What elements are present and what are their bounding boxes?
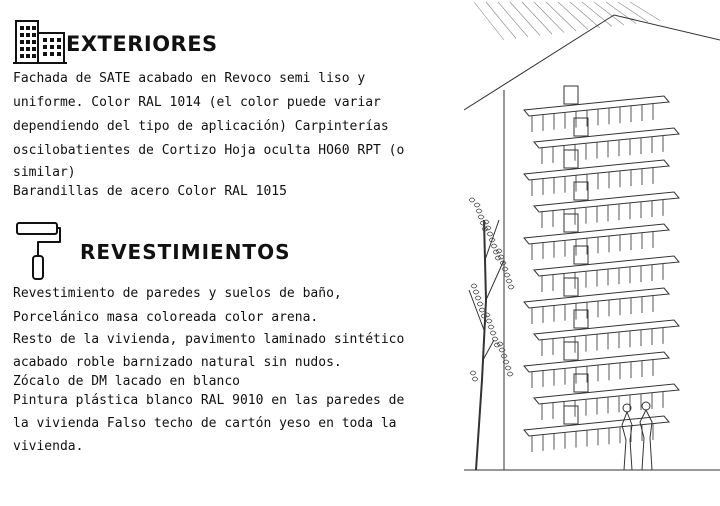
paint-roller-icon bbox=[14, 220, 62, 282]
exteriores-line-1: Fachada de SATE acabado en Revoco semi liso y bbox=[13, 71, 366, 86]
revestimientos-line-8: vivienda. bbox=[13, 439, 84, 454]
building-icon bbox=[13, 19, 67, 65]
exteriores-line-3: dependiendo del tipo de aplicación) Carpinterías bbox=[13, 119, 389, 134]
exteriores-line-6: Barandillas de acero Color RAL 1015 bbox=[13, 184, 287, 199]
building-sketch-illustration bbox=[464, 0, 720, 500]
revestimientos-title: REVESTIMIENTOS bbox=[80, 240, 291, 264]
exteriores-line-4: oscilobatientes de Cortizo Hoja oculta HO60 RPT (o bbox=[13, 143, 405, 158]
revestimientos-line-7: la vivienda Falso techo de cartón yeso en toda la bbox=[13, 416, 397, 431]
exteriores-title: EXTERIORES bbox=[66, 32, 218, 56]
revestimientos-line-2: Porcelánico masa coloreada color arena. bbox=[13, 310, 319, 325]
revestimientos-line-6: Pintura plástica blanco RAL 9010 en las paredes de bbox=[13, 393, 405, 408]
revestimientos-line-1: Revestimiento de paredes y suelos de baño, bbox=[13, 286, 342, 301]
revestimientos-line-5: Zócalo de DM lacado en blanco bbox=[13, 374, 240, 389]
exteriores-line-2: uniforme. Color RAL 1014 (el color puede variar bbox=[13, 95, 381, 110]
revestimientos-line-4: acabado roble barnizado natural sin nudos. bbox=[13, 355, 342, 370]
exteriores-line-5: similar) bbox=[13, 165, 76, 180]
revestimientos-line-3: Resto de la vivienda, pavimento laminado sintético bbox=[13, 332, 405, 347]
